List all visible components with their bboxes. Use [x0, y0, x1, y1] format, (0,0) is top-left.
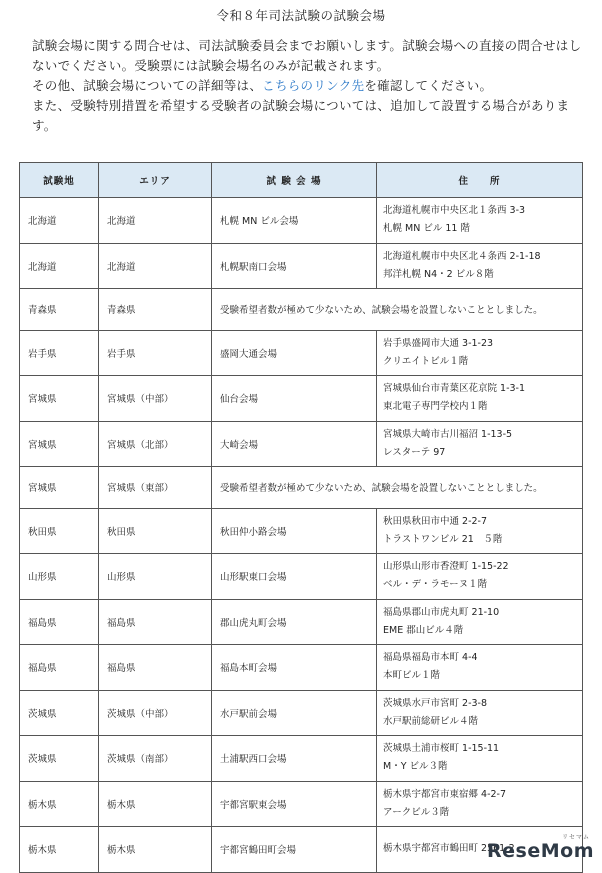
cell-pref: 福島県 [20, 599, 99, 645]
address-line-1: 岩手県盛岡市大通 3-1-23 [383, 337, 494, 349]
table-row [20, 781, 583, 827]
cell-venue: 盛岡大通会場 [212, 330, 377, 376]
address-line-1: 宮城県大崎市古川福沼 1-13-5 [383, 428, 513, 440]
cell-address [377, 645, 583, 691]
address-line-1: 栃木県宇都宮市東宿郷 4-2-7 [383, 788, 507, 800]
cell-pref: 栃木県 [20, 827, 99, 873]
intro-text [20, 36, 588, 136]
address-line-2: EME 郡山ビル４階 [383, 624, 464, 636]
cell-area: 宮城県（中部） [99, 376, 212, 422]
cell-pref: 栃木県 [20, 781, 99, 827]
cell-venue: 福島本町会場 [212, 645, 377, 691]
cell-pref: 宮城県 [20, 376, 99, 422]
intro-p2-after: を確認してください。 [364, 78, 493, 93]
cell-address [377, 508, 583, 554]
table-row [20, 289, 583, 331]
table-row [20, 467, 583, 509]
cell-area: 宮城県（北部） [99, 421, 212, 467]
cell-area: 茨城県（南部） [99, 736, 212, 782]
address-line-1: 福島県福島市本町 4-4 [383, 652, 478, 664]
header-area: エリア [99, 163, 212, 198]
cell-pref: 岩手県 [20, 330, 99, 376]
table-row [20, 198, 583, 244]
address-line-1: 福島県郡山市虎丸町 21-10 [383, 606, 500, 618]
header-venue: 試 験 会 場 [212, 163, 377, 198]
cell-area: 山形県 [99, 554, 212, 600]
cell-area: 栃木県 [99, 827, 212, 873]
cell-address [377, 781, 583, 827]
address-line-2: 邦洋札幌 N4・2 ビル８階 [383, 268, 494, 280]
cell-area: 岩手県 [99, 330, 212, 376]
cell-pref: 秋田県 [20, 508, 99, 554]
intro-p2-before: その他、試験会場についての詳細等は、 [32, 78, 263, 93]
address-line-1: 茨城県水戸市宮町 2-3-8 [383, 697, 488, 709]
address-line-1: 北海道札幌市中央区北１条西 3-3 [383, 205, 526, 217]
cell-pref: 宮城県 [20, 467, 99, 509]
cell-address [377, 421, 583, 467]
logo-text: ReseMom [487, 840, 594, 862]
cell-venue: 郡山虎丸町会場 [212, 599, 377, 645]
table-row [20, 554, 583, 600]
header-address: 住 所 [377, 163, 583, 198]
cell-address [377, 599, 583, 645]
cell-address [377, 243, 583, 289]
table-row [20, 243, 583, 289]
resemom-logo [487, 834, 594, 862]
cell-venue: 札幌 MN ビル会場 [212, 198, 377, 244]
table-row [20, 599, 583, 645]
table-row [20, 508, 583, 554]
header-pref: 試験地 [20, 163, 99, 198]
cell-note: 受験希望者数が極めて少ないため、試験会場を設置しないこととしました。 [212, 289, 583, 331]
cell-address [377, 690, 583, 736]
cell-area: 宮城県（東部） [99, 467, 212, 509]
venue-table [19, 162, 583, 873]
table-row [20, 330, 583, 376]
cell-pref: 北海道 [20, 243, 99, 289]
address-line-1: 栃木県宇都宮市鶴田町 2561-2 [383, 843, 515, 855]
address-line-2: アークビル３階 [383, 806, 450, 818]
cell-venue: 大崎会場 [212, 421, 377, 467]
table-row [20, 645, 583, 691]
address-line-2: レスターテ 97 [383, 446, 446, 458]
cell-venue: 水戸駅前会場 [212, 690, 377, 736]
cell-venue: 仙台会場 [212, 376, 377, 422]
intro-paragraph-3: また、受験特別措置を希望する受験者の試験会場については、追加して設置する場合があります。 [32, 98, 570, 133]
cell-area: 北海道 [99, 198, 212, 244]
cell-note: 受験希望者数が極めて少ないため、試験会場を設置しないこととしました。 [212, 467, 583, 509]
address-line-2: クリエイトビル１階 [383, 355, 469, 367]
address-line-2: ベル・デ・ラモーヌ１階 [383, 579, 488, 591]
cell-address [377, 736, 583, 782]
cell-area: 栃木県 [99, 781, 212, 827]
address-line-1: 山形県山形市香澄町 1-15-22 [383, 561, 509, 573]
cell-pref: 青森県 [20, 289, 99, 331]
table-body [20, 198, 583, 873]
cell-venue: 宇都宮駅東会場 [212, 781, 377, 827]
address-line-1: 茨城県土浦市桜町 1-15-11 [383, 743, 500, 755]
cell-address [377, 198, 583, 244]
details-link[interactable]: こちらのリンク先 [262, 78, 365, 93]
cell-pref: 宮城県 [20, 421, 99, 467]
address-line-2: 水戸駅前総研ビル４階 [383, 715, 479, 727]
cell-area: 茨城県（中部） [99, 690, 212, 736]
cell-venue: 札幌駅南口会場 [212, 243, 377, 289]
address-line-1: 宮城県仙台市青葉区花京院 1-3-1 [383, 383, 526, 395]
cell-venue: 山形駅東口会場 [212, 554, 377, 600]
table-row [20, 376, 583, 422]
address-line-2: トラストワンビル 21 ５階 [383, 533, 503, 545]
cell-pref: 福島県 [20, 645, 99, 691]
table-header-row [20, 163, 583, 198]
cell-address [377, 330, 583, 376]
intro-paragraph-1: 試験会場に関する問合せは、司法試験委員会までお願いします。試験会場への直接の問合せはしないでください。受験票には試験会場名のみが記載されます。 [32, 38, 582, 73]
cell-area: 福島県 [99, 645, 212, 691]
address-line-2: 札幌 MN ビル 11 階 [383, 223, 470, 235]
cell-pref: 山形県 [20, 554, 99, 600]
address-line-2: 本町ビル１階 [383, 670, 441, 682]
cell-area: 北海道 [99, 243, 212, 289]
cell-area: 福島県 [99, 599, 212, 645]
table-row [20, 690, 583, 736]
address-line-2: M・Y ビル３階 [383, 761, 448, 773]
logo-kana: リセマム [562, 834, 590, 841]
intro-paragraph-2 [20, 76, 588, 96]
cell-venue: 宇都宮鶴田町会場 [212, 827, 377, 873]
cell-pref: 茨城県 [20, 736, 99, 782]
cell-address [377, 554, 583, 600]
cell-venue: 秋田仲小路会場 [212, 508, 377, 554]
cell-pref: 北海道 [20, 198, 99, 244]
cell-area: 青森県 [99, 289, 212, 331]
cell-area: 秋田県 [99, 508, 212, 554]
cell-venue: 土浦駅西口会場 [212, 736, 377, 782]
address-line-1: 北海道札幌市中央区北４条西 2-1-18 [383, 250, 541, 262]
table-row [20, 736, 583, 782]
address-line-2: 東北電子専門学校内１階 [383, 401, 488, 413]
table-row [20, 421, 583, 467]
cell-pref: 茨城県 [20, 690, 99, 736]
address-line-1: 秋田県秋田市中通 2-2-7 [383, 515, 488, 527]
cell-address [377, 376, 583, 422]
page-title: 令和８年司法試験の試験会場 [216, 8, 386, 23]
